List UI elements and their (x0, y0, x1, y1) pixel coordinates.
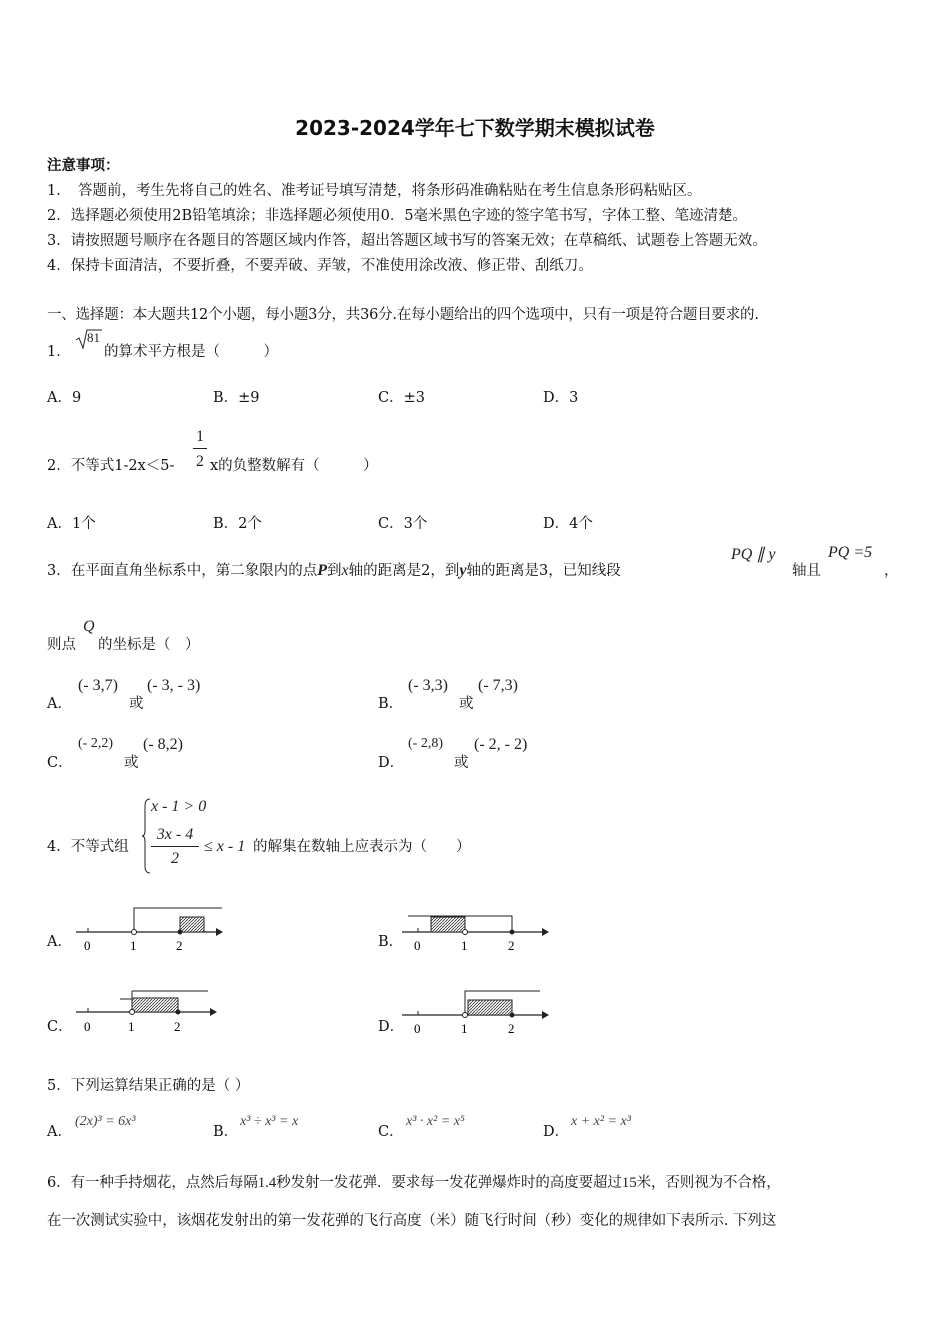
tick-2: 2 (174, 1019, 181, 1034)
notice-item-1: 1． 答题前，考生先将自己的姓名、准考证号填写清楚，将条形码准确粘贴在考生信息条形码粘贴区。 (47, 183, 702, 199)
q5-option-d-expr: x + x² = x³ (571, 1114, 631, 1129)
q4-option-d-numberline (400, 987, 550, 1043)
q1-option-a[interactable] (47, 386, 81, 407)
option-label: B． (213, 516, 239, 532)
number-line-b (400, 904, 550, 956)
q3-text-b: 到 (327, 563, 342, 579)
option-text: ±3 (403, 390, 425, 406)
q3-option-a-or: 或 (129, 696, 144, 712)
tick-2: 2 (176, 938, 183, 953)
q1-number: 1． (47, 344, 71, 360)
q3-condition-length: PQ =5 (828, 544, 873, 561)
q3-comma: ， (884, 563, 899, 579)
q3-option-d-point1: (- 2,8) (408, 736, 443, 751)
q3-text-a: 3．在平面直角坐标系中，第二象限内的点 (47, 563, 318, 579)
q3-option-b-point1: (- 3,3) (408, 677, 448, 694)
q4-ineq2-fraction (151, 826, 199, 868)
q4-brace (141, 798, 151, 878)
option-text: ±9 (238, 390, 260, 406)
q2-frac-num: 1 (193, 428, 207, 449)
tick-1: 1 (128, 1019, 135, 1034)
option-text: 3 (569, 390, 579, 406)
q3-y: y (459, 562, 467, 579)
left-brace-icon (141, 798, 151, 874)
q4-stem-pre: 4．不等式组 (47, 839, 129, 855)
q6-stem-line1 (47, 1171, 781, 1192)
option-label: A． (47, 516, 72, 532)
q3-option-d-label[interactable]: D． (378, 755, 405, 771)
q3-point-q: Q (83, 618, 95, 635)
tick-2: 2 (508, 938, 515, 953)
option-text: 4个 (569, 516, 593, 532)
q1-option-d[interactable] (543, 386, 578, 407)
notice-item-4: 4．保持卡面清洁，不要折叠，不要弄破、弄皱，不准使用涂改液、修正带、刮纸刀。 (47, 258, 593, 274)
q1-option-b[interactable] (213, 386, 260, 407)
option-label: A． (47, 390, 72, 406)
number-line-a (74, 904, 224, 956)
q5-option-a-label[interactable]: A． (47, 1124, 72, 1140)
number-line-c (74, 987, 224, 1039)
q2-option-b[interactable] (213, 512, 262, 533)
q4-ineq2-den: 2 (171, 850, 179, 867)
option-text: 2个 (238, 516, 262, 532)
q2-frac-den: 2 (196, 453, 204, 470)
q4-stem-post: 的解集在数轴上应表示为（ ） (253, 839, 471, 855)
q4-ineq2-rhs: ≤ x - 1 (204, 838, 246, 855)
q3-option-b-point2: (- 7,3) (478, 677, 518, 694)
option-text: 1个 (71, 516, 96, 532)
q4-ineq2-num: 3x - 4 (151, 826, 199, 847)
q3-option-a-point2: (- 3, - 3) (147, 677, 201, 694)
tick-1: 1 (130, 938, 137, 953)
q5-option-c-label[interactable]: C． (378, 1124, 404, 1140)
notice-item-2: 2．选择题必须使用2B铅笔填涂；非选择题必须使用0．5毫米黑色字迹的签字笔书写，字体工整、笔迹清楚。 (47, 208, 748, 224)
q3-option-c-point2: (- 8,2) (143, 736, 183, 753)
page-title: 2023-2024学年七下数学期末模拟试卷 (295, 116, 655, 140)
q3-x: x (341, 562, 349, 579)
number-line-d (400, 987, 550, 1039)
tick-0: 0 (84, 1019, 91, 1034)
notice-item-3: 3．请按照题号顺序在各题目的答题区域内作答，超出答题区域书写的答案无效；在草稿纸、试题卷上答题无效。 (47, 233, 767, 249)
option-label: B． (213, 390, 239, 406)
q3-option-c-or: 或 (124, 755, 139, 771)
option-text: 9 (71, 390, 82, 406)
q4-option-b-label[interactable]: B． (378, 934, 404, 950)
tick-2: 2 (508, 1021, 515, 1036)
tick-1: 1 (461, 938, 468, 953)
option-text: 3个 (403, 516, 428, 532)
option-label: C． (378, 390, 404, 406)
q6-stem-line2: 在一次测试实验中，该烟花发射出的第一发花弹的飞行高度（米）随飞行时间（秒）变化的规律如下表所示. 下列这 (47, 1213, 777, 1229)
q3-option-c-point1: (- 2,2) (78, 736, 113, 751)
q5-option-d-label[interactable]: D． (543, 1124, 570, 1140)
q3-text-e: 轴且 (792, 563, 821, 579)
option-label: D． (543, 390, 570, 406)
q3-condition-parallel: PQ ∥ y (731, 546, 776, 563)
q3-stem-line1 (47, 559, 621, 580)
option-label: D． (543, 516, 570, 532)
q6-height: 15 (621, 1175, 637, 1191)
q1-sqrt (75, 328, 103, 354)
q1-stem: 的算术平方根是（ ） (104, 344, 278, 360)
q4-ineq1: x - 1 > 0 (151, 798, 207, 815)
q2-stem-pre: 2．不等式1-2x＜5- (47, 458, 175, 474)
q2-option-a[interactable] (47, 512, 96, 533)
q6-text-c: 米，否则视为不合格， (636, 1175, 781, 1191)
q2-option-d[interactable] (543, 512, 593, 533)
tick-0: 0 (84, 938, 91, 953)
q4-option-b-numberline (400, 904, 550, 960)
q5-option-b-expr: x³ ÷ x³ = x (240, 1114, 299, 1129)
q3-option-b-label[interactable]: B． (378, 696, 404, 712)
q5-option-c-expr: x³ · x² = x⁵ (406, 1114, 465, 1129)
q4-option-d-label[interactable]: D． (378, 1019, 405, 1035)
tick-0: 0 (414, 1021, 421, 1036)
q5-option-a-expr: (2x)³ = 6x³ (75, 1114, 136, 1129)
option-label: C． (378, 516, 404, 532)
q3-option-c-label[interactable]: C． (47, 755, 73, 771)
q5-stem: 5．下列运算结果正确的是（ ） (47, 1078, 250, 1094)
q3-stem-line2-pre: 则点 (47, 637, 76, 653)
q4-option-a-numberline (74, 904, 224, 960)
q2-fraction (193, 428, 207, 471)
q3-option-a-label[interactable]: A． (47, 696, 72, 712)
q6-text-a: 6．有一种手持烟花，点然后每隔 (47, 1175, 258, 1191)
tick-0: 0 (414, 938, 421, 953)
q2-option-c[interactable] (378, 512, 427, 533)
q1-radicand: 81 (87, 330, 100, 345)
q4-option-c-numberline (74, 987, 224, 1043)
q3-option-d-point2: (- 2, - 2) (474, 736, 528, 753)
q2-stem-post: x的负整数解有（ ） (210, 458, 378, 474)
q3-point-p: P (317, 562, 328, 579)
section-heading: 一、选择题：本大题共12个小题，每小题3分，共36分.在每小题给出的四个选项中，只有一项是符合题目要求的. (47, 307, 759, 323)
q3-option-b-or: 或 (459, 696, 474, 712)
q5-option-b-label[interactable]: B． (213, 1124, 239, 1140)
q4-option-c-label[interactable]: C． (47, 1019, 73, 1035)
q3-text-d: 轴的距离是3，已知线段 (466, 563, 621, 579)
q1-option-c[interactable] (378, 386, 425, 407)
q3-stem-line2-post: 的坐标是（ ） (98, 637, 200, 653)
q3-option-a-point1: (- 3,7) (78, 677, 118, 694)
q6-text-b: 秒发射一发花弹．要求每一发花弹爆炸时的高度要超过 (276, 1175, 622, 1191)
notice-heading: 注意事项： (47, 157, 120, 174)
q3-option-d-or: 或 (454, 755, 469, 771)
q4-option-a-label[interactable]: A． (47, 934, 72, 950)
q3-text-c: 轴的距离是2，到 (348, 563, 460, 579)
q6-interval: 1.4 (257, 1175, 277, 1191)
tick-1: 1 (461, 1021, 468, 1036)
